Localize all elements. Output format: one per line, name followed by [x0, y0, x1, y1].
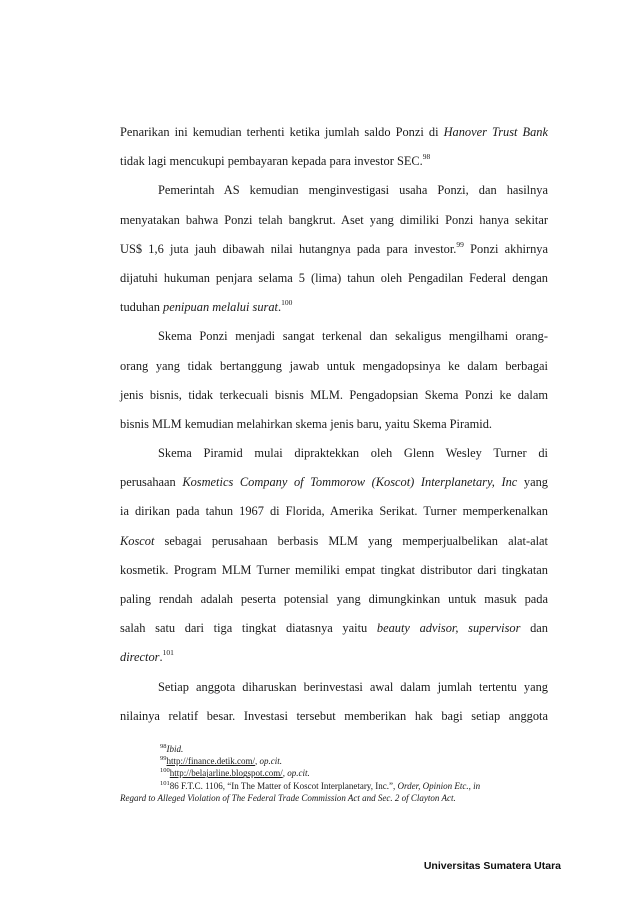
text-run: salah satu dari tiga tingkat diatasnya yaitu: [120, 621, 377, 636]
paragraph-line: [120, 206, 548, 235]
italic-run: penipuan melalui surat: [163, 300, 278, 315]
footnote-text: , op.cit.: [282, 768, 310, 779]
paragraph-line: [120, 585, 548, 614]
text-run: yang: [517, 475, 548, 490]
footnote-ref[interactable]: 100: [281, 298, 293, 308]
text-run: dijatuhi hukuman penjara selama 5 (lima) tahun oleh Pengadilan Federal dengan: [120, 270, 548, 285]
paragraph-line: [120, 556, 548, 585]
paragraph-line: [120, 235, 548, 264]
text-run: kosmetik. Program MLM Turner memiliki empat tingkat distributor dari tingkatan: [120, 562, 548, 577]
paragraph-line: [120, 381, 548, 410]
text-run: tuduhan: [120, 300, 164, 315]
footnote-text: , op.cit.: [254, 756, 282, 767]
footnote-text: Ibid.: [166, 744, 184, 754]
paragraph-line: [120, 147, 548, 176]
footnote-number: 101: [160, 779, 170, 787]
footnote-99: [120, 755, 552, 767]
footnote-link[interactable]: http://belajarline.blogspot.com/: [169, 768, 283, 779]
footnote-text: 86 F.T.C. 1106, “In The Matter of Koscot Interplanetary, Inc.”,: [169, 780, 398, 791]
text-run: bisnis MLM kemudian melahirkan skema jenis baru, yaitu Skema Piramid.: [120, 416, 492, 431]
text-run: sebagai perusahaan berbasis MLM yang memperjualbelikan alat-alat: [154, 533, 548, 548]
italic-run: director: [120, 650, 160, 665]
text-run: orang yang tidak bertanggung jawab untuk mengadopsinya ke dalam berbagai: [120, 358, 548, 373]
paragraph-line: [120, 118, 548, 147]
footer-institution: Universitas Sumatera Utara: [423, 860, 561, 872]
footnote-101: [120, 780, 552, 792]
paragraph-line: [120, 497, 548, 526]
paragraph-line: [120, 176, 548, 205]
italic-run: beauty advisor, supervisor: [376, 621, 521, 636]
text-run: Ponzi akhirnya: [463, 241, 548, 256]
body-text: [120, 118, 548, 731]
paragraph-line: [120, 264, 548, 293]
footnote-ref[interactable]: 98: [422, 152, 431, 162]
footnote-text-italic: Order, Opinion Etc., in: [397, 780, 481, 791]
text-run: nilainya relatif besar. Investasi tersebut memberikan hak bagi setiap anggota: [120, 708, 548, 723]
text-run: dan: [520, 621, 548, 636]
text-run: perusahaan: [120, 475, 183, 490]
paragraph-line: [120, 527, 548, 556]
text-run: Skema Piramid mulai dipraktekkan oleh Glenn Wesley Turner di: [158, 446, 548, 461]
footnote-number: 100: [160, 767, 170, 775]
footnotes: [120, 743, 552, 804]
footnote-100: [120, 767, 552, 779]
footnote-number: 99: [160, 755, 167, 763]
text-run: Setiap anggota diharuskan berinvestasi awal dalam jumlah tertentu yang: [158, 679, 548, 694]
paragraph-line: [120, 322, 548, 351]
paragraph-line: [120, 643, 548, 672]
text-run: menyatakan bahwa Ponzi telah bangkrut. Aset yang dimiliki Ponzi hanya sekitar: [120, 212, 548, 227]
text-run: Pemerintah AS kemudian menginvestigasi usaha Ponzi, dan hasilnya: [158, 183, 548, 198]
footnote-98: [120, 743, 552, 755]
text-run: US$ 1,6 juta jauh dibawah nilai hutangnya pada para investor.: [120, 241, 457, 256]
text-run: tidak lagi mencukupi pembayaran kepada para investor SEC.: [120, 154, 423, 169]
italic-run: Koscot: [120, 533, 155, 548]
footnote-101-continued: Regard to Alleged Violation of The Federal Trade Commission Act and Sec. 2 of Clayton Act.: [120, 792, 456, 803]
footnote-ref[interactable]: 101: [162, 648, 174, 658]
paragraph-line: [120, 702, 548, 731]
text-run: Penarikan ini kemudian terhenti ketika jumlah saldo Ponzi di: [120, 125, 444, 139]
paragraph-line: [120, 439, 548, 468]
text-run: .: [277, 300, 282, 315]
paragraph-line: [120, 673, 548, 702]
italic-run: Hanover Trust Bank: [443, 125, 548, 139]
paragraph-line: [120, 614, 548, 643]
text-run: jenis bisnis, tidak terkecuali bisnis MLM. Pengadopsian Skema Ponzi ke dalam: [120, 387, 548, 402]
footnote-number: 98: [160, 743, 167, 750]
text-run: .: [159, 650, 163, 665]
paragraph-line: [120, 468, 548, 497]
text-run: ia dirikan pada tahun 1967 di Florida, Amerika Serikat. Turner memperkenalkan: [120, 504, 548, 519]
paragraph-line: [120, 410, 548, 439]
italic-run: Kosmetics Company of Tommorow (Koscot) Interplanetary, Inc: [182, 475, 518, 490]
text-run: Skema Ponzi menjadi sangat terkenal dan sekaligus mengilhami orang-: [158, 329, 548, 344]
text-run: paling rendah adalah peserta potensial yang dimungkinkan untuk masuk pada: [120, 592, 548, 606]
paragraph-line: [120, 293, 548, 322]
paragraph-line: [120, 352, 548, 381]
footnote-link[interactable]: http://finance.detik.com/: [166, 756, 255, 767]
footnote-ref[interactable]: 99: [456, 239, 464, 249]
